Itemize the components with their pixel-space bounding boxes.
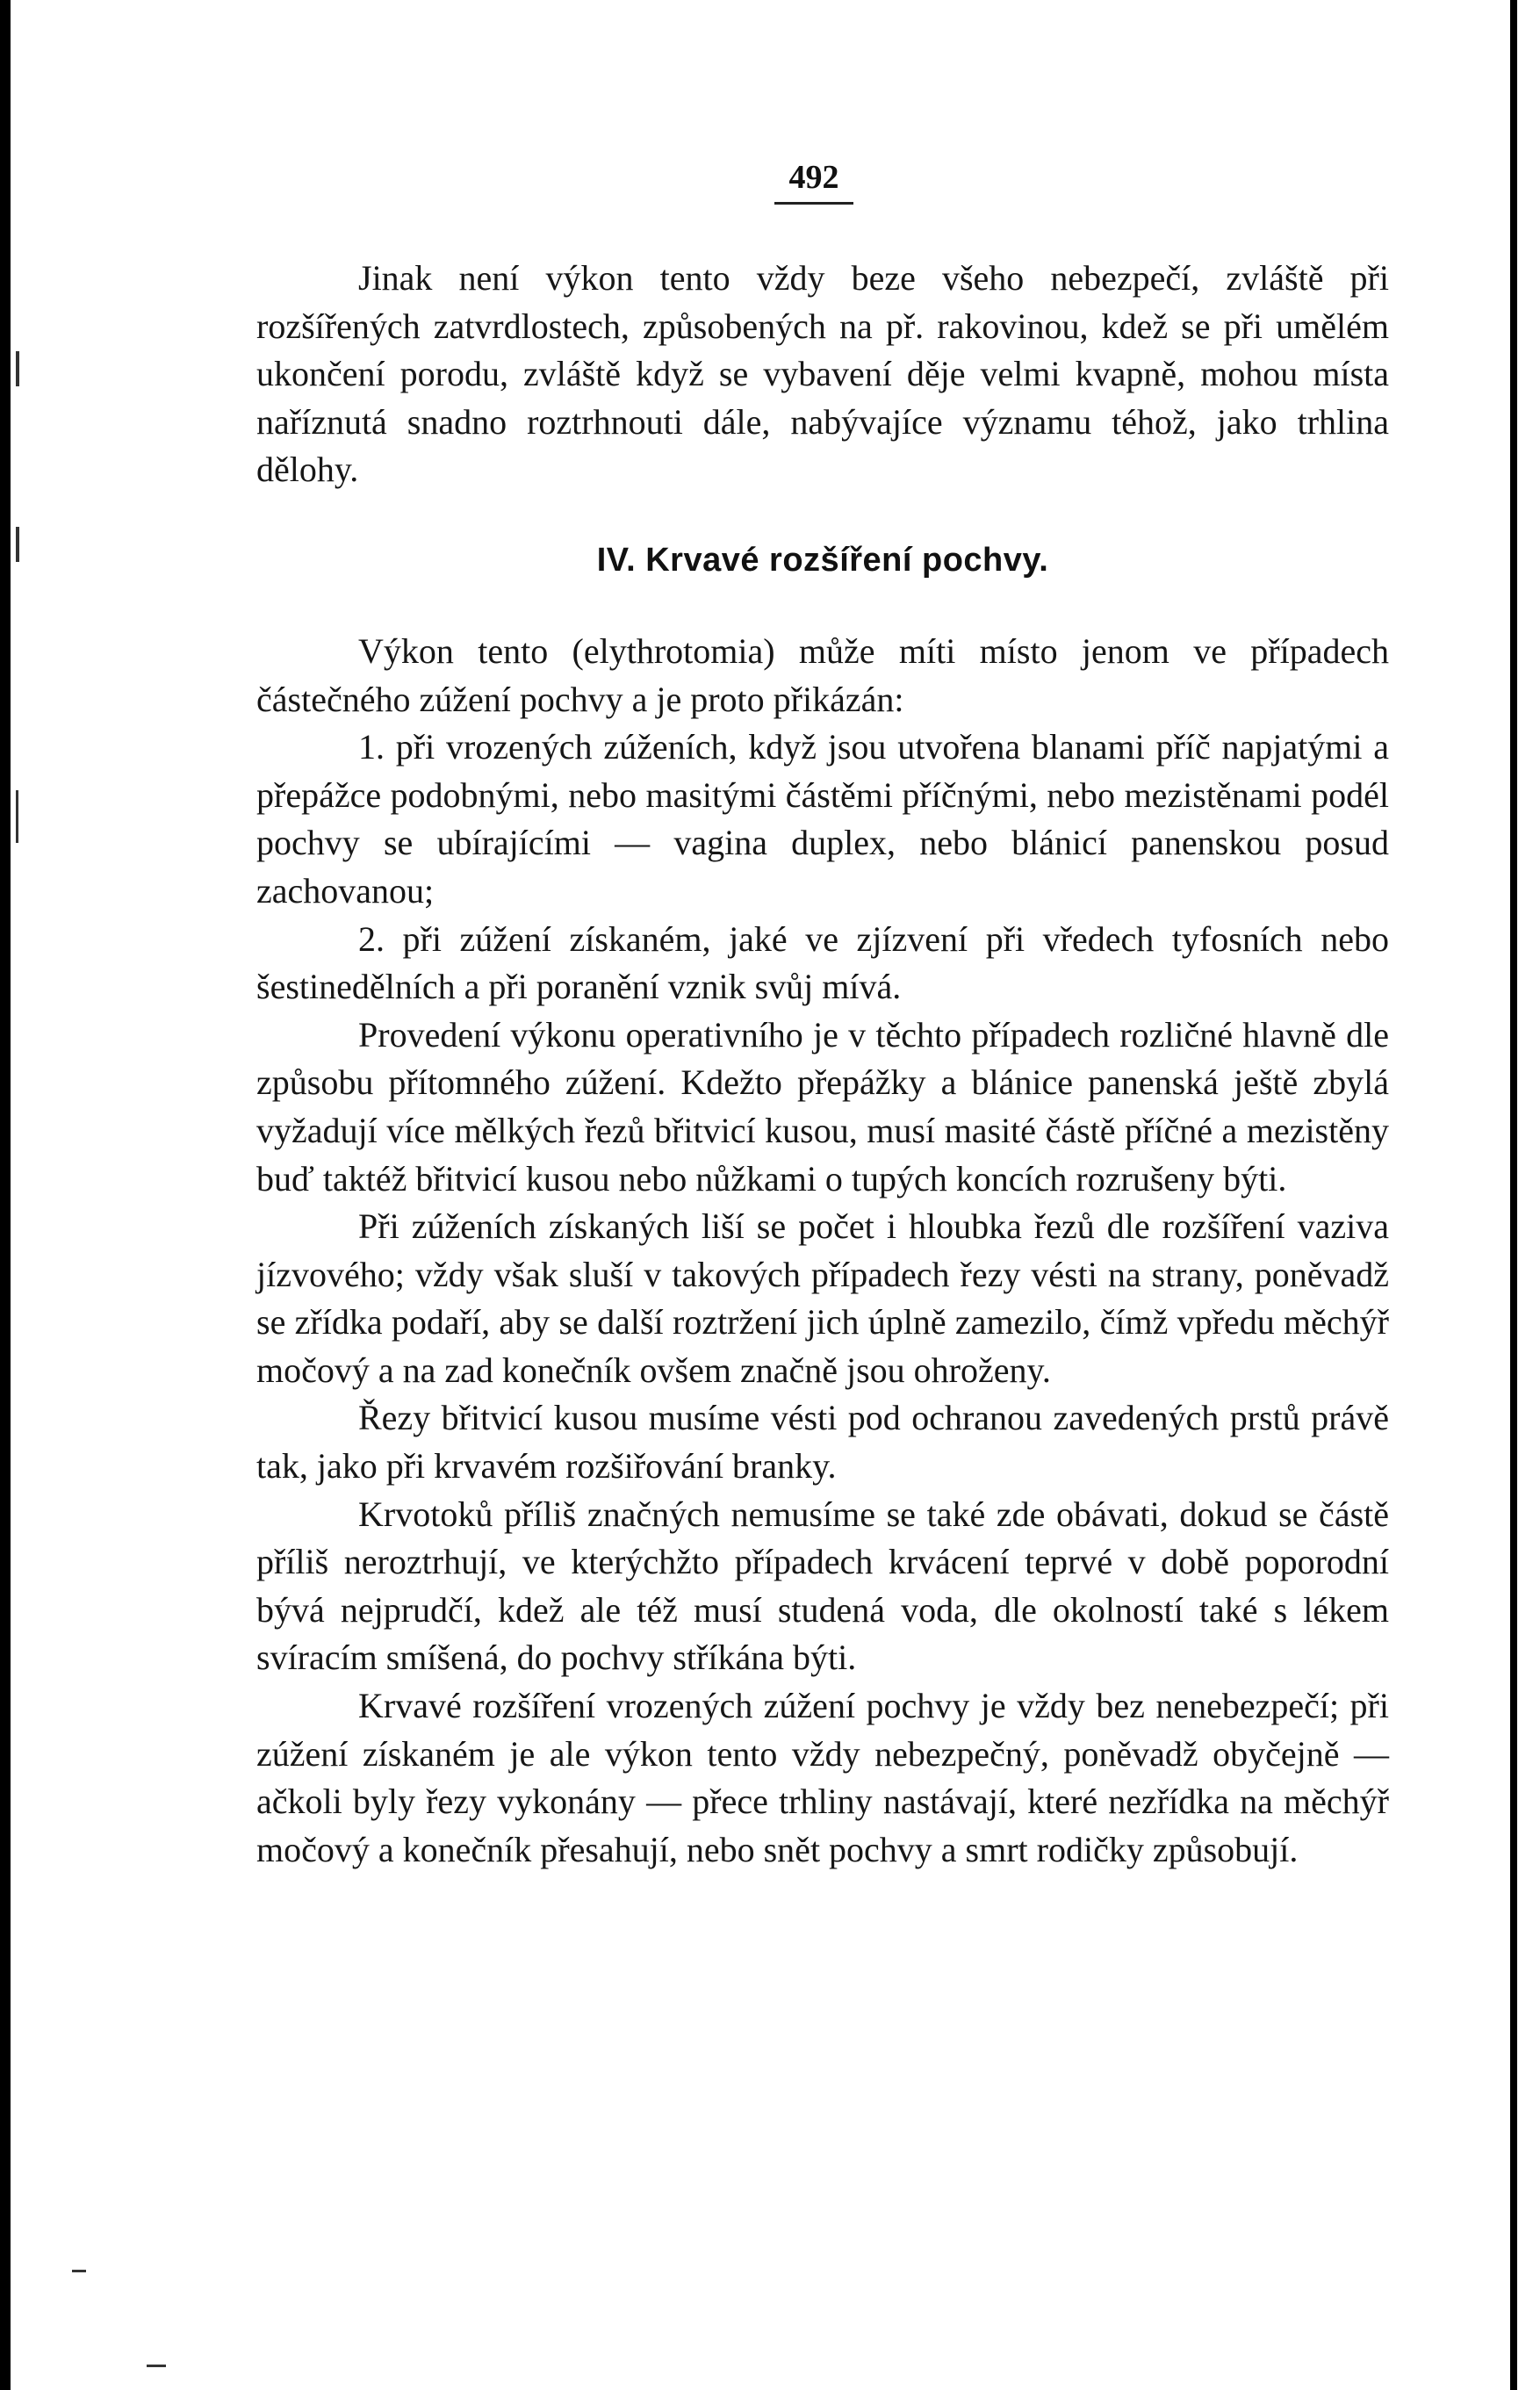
- adjacent-page-edge: [1517, 0, 1540, 2390]
- page-number-underline: [774, 202, 853, 205]
- scan-speck: [16, 527, 19, 562]
- scan-speck: [16, 790, 18, 843]
- scan-speck: [147, 2365, 166, 2367]
- book-page: [11, 0, 1510, 2390]
- paragraph-5: Při zúženích získaných liší se počet i hloubka řezů dle rozšíření vaziva jízvového; vždy však sluší v takových případech řezy vésti na strany, poněvadž se zřídka podaří, aby se další roztržení jich úplně zamezilo, čímž vpředu měchýř močový a na zad konečník ovšem značně jsou ohroženy.: [256, 1206, 1389, 1390]
- paragraph-intro: Jinak není výkon tento vždy beze všeho nebezpečí, zvláště při rozšířených zatvrdlostech, způsobených na př. rakovinou, kdež se při umělém ukončení porodu, zvláště když se vybavení děje velmi kvapně, mohou místa naříznutá snadno roztrhnouti dále, nabývajíce významu téhož, jako trhlina dělohy.: [256, 258, 1389, 490]
- paragraph-6: Řezy břitvicí kusou musíme vésti pod ochranou zavedených prstů právě tak, jako při krvavém rozšiřování branky.: [256, 1398, 1389, 1487]
- paragraph-3: 2. při zúžení získaném, jaké ve zjízvení při vředech tyfosních nebo šestinedělních a při poranění vznik svůj mívá.: [256, 918, 1389, 1007]
- scan-speck: [72, 2270, 86, 2272]
- body-text: [256, 255, 1389, 1874]
- paragraph-2: 1. při vrozených zúženích, když jsou utvořena blanami příč napjatými a přepážce podobnými, nebo masitými částěmi příčnými, nebo mezistěnami podél pochvy se ubírajícími — vagina duplex, nebo blánicí panenskou posud zachovanou;: [256, 727, 1389, 911]
- paragraph-7: Krvotoků příliš značných nemusíme se také zde obávati, dokud se částě příliš neroztrhují, ve kterýchžto případech krvácení teprvé v době poporodní bývá nejprudčí, kdež ale též musí studená voda, dle okolností také s lékem svíracím smíšená, do pochvy stříkána býti.: [256, 1494, 1389, 1678]
- page-number: 492: [788, 159, 839, 196]
- section-heading: IV. Krvavé rozšíření pochvy.: [596, 541, 1049, 579]
- paragraph-8: Krvavé rozšíření vrozených zúžení pochvy je vždy bez nenebezpečí; při zúžení získaném je ale výkon tento vždy nebezpečný, poněvadž obyčejně — ačkoli byly řezy vykonány — přece trhliny nastávají, které nezřídka na měchýř močový a konečník přesahují, nebo snět pochvy a smrt rodičky způsobují.: [256, 1686, 1389, 1869]
- paragraph-1: Výkon tento (elythrotomia) může míti místo jenom ve případech částečného zúžení pochvy a je proto přikázán:: [256, 630, 1389, 719]
- scan-speck: [16, 351, 19, 386]
- paragraph-4: Provedení výkonu operativního je v těchto případech rozličné hlavně dle způsobu přítomného zúžení. Kdežto přepážky a blánice panenská ještě zbylá vyžadují více mělkých řezů břitvicí kusou, musí masité částě příčné a mezistěny buď taktéž břitvicí kusou nebo nůžkami o tupých koncích rozrušeny býti.: [256, 1014, 1389, 1199]
